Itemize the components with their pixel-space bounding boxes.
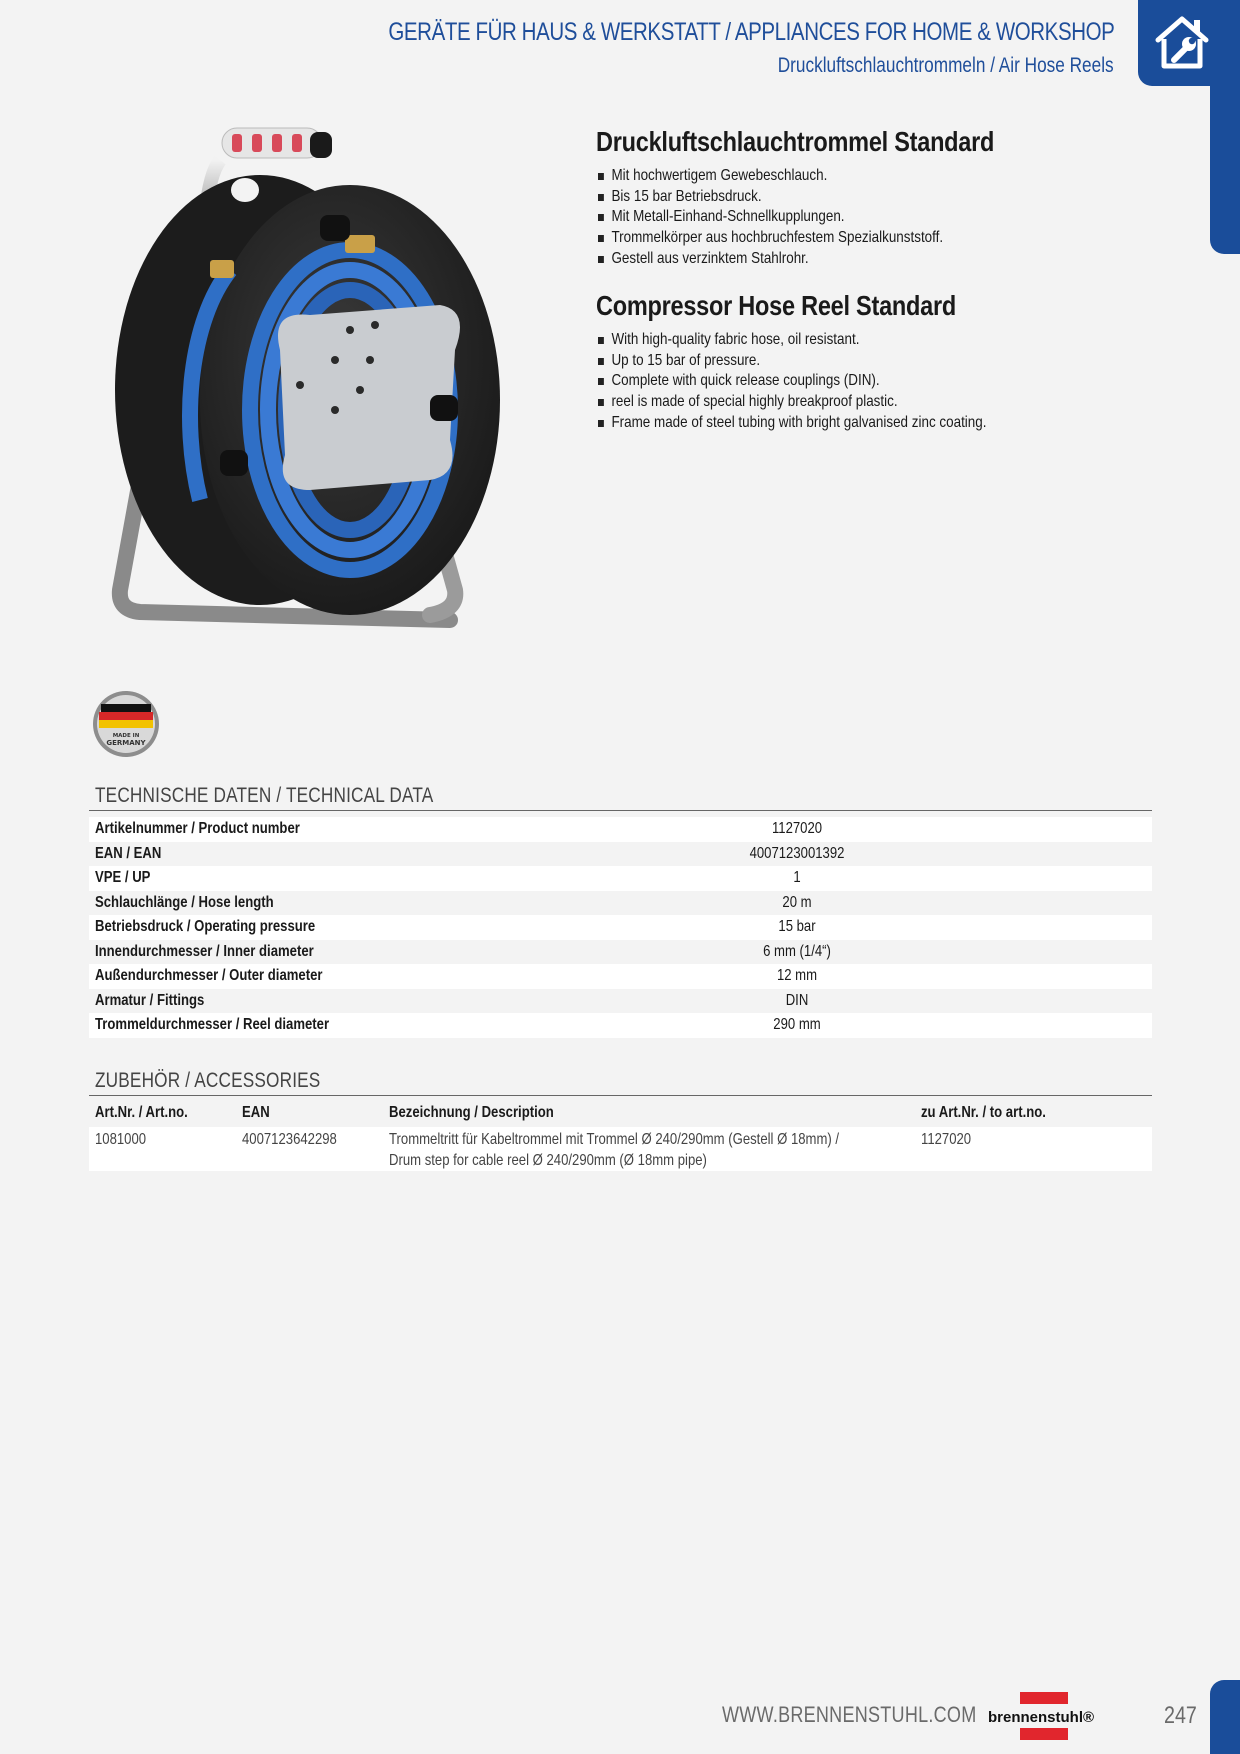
product-title-en: Compressor Hose Reel Standard [596,290,956,321]
table-row [89,842,1152,867]
section-heading-text: ZUBEHÖR / ACCESSORIES [95,1069,321,1092]
brand-name: brennenstuhl® [988,1709,1094,1726]
row-value: 6 mm (1/4“) [763,942,831,960]
feature-list-en [598,330,1060,434]
table-row [89,964,1152,989]
bottom-tab [1210,1680,1240,1754]
row-label: Artikelnummer / Product number [95,820,300,837]
website-url[interactable]: WWW.BRENNENSTUHL.COM [722,1702,977,1727]
table-row [89,915,1152,940]
column-header: Art.Nr. / Art.no. [95,1104,188,1121]
column-header: EAN [242,1104,270,1121]
row-value: 12 mm [776,967,818,984]
row-label: Trommeldurchmesser / Reel diameter [95,1016,330,1033]
page-number: 247 [1164,1702,1197,1729]
section-heading-text: TECHNISCHE DATEN / TECHNICAL DATA [95,784,434,807]
made-in-germany-badge [92,690,160,758]
feature-list-de [598,166,1009,270]
accessory-art-no: 1081000 [95,1131,147,1148]
list-item: Trommelkörper aus hochbruchfestem Spezialkunststoff. [598,228,943,249]
column-header: Bezeichnung / Description [389,1104,554,1121]
list-item: Gestell aus verzinktem Stahlrohr. [598,249,943,270]
row-value: 1127020 [771,820,823,837]
row-label: Innendurchmesser / Inner diameter [95,942,314,960]
row-value: 20 m [782,893,812,911]
table-row [89,817,1152,842]
list-item: Mit Metall-Einhand-Schnellkupplungen. [598,207,943,228]
subcategory-title: Druckluftschlauchtrommeln / Air Hose Reels [778,54,1114,77]
row-label: Schlauchlänge / Hose length [95,893,274,911]
accessory-description [389,1129,839,1171]
air-hose-reel-image [110,120,530,670]
description-de: Trommeltritt für Kabeltrommel mit Trommel Ø 240/290mm (Gestell Ø 18mm) / [389,1131,840,1148]
row-label: VPE / UP [95,869,151,886]
side-tab [1210,86,1240,254]
product-title-de: Druckluftschlauchtrommel Standard [596,126,995,157]
section-tab [1138,0,1240,86]
list-item: reel is made of special highly breakproof plastic. [598,392,986,413]
tech-data-heading [89,780,1152,811]
tech-data-table [89,817,1152,1038]
row-value: 4007123001392 [749,844,845,862]
list-item: Frame made of steel tubing with bright galvanised zinc coating. [598,413,986,434]
accessories-heading [89,1065,1152,1096]
table-row [89,891,1152,916]
row-value: 1 [793,869,801,886]
badge-text-top: MADE IN [112,733,140,739]
row-value: 15 bar [778,918,816,935]
badge-text-bottom: GERMANY [106,739,146,747]
row-value: DIN [785,991,809,1009]
list-item: Complete with quick release couplings (DIN). [598,371,986,392]
table-row [89,940,1152,965]
row-label: EAN / EAN [95,844,162,862]
table-header-row [89,1101,1152,1127]
house-wrench-icon [1154,14,1210,72]
table-row [89,1127,1152,1171]
row-label: Außendurchmesser / Outer diameter [95,967,323,984]
column-header: zu Art.Nr. / to art.no. [921,1104,1046,1121]
table-row [89,989,1152,1014]
accessory-ean: 4007123642298 [242,1131,337,1148]
list-item: With high-quality fabric hose, oil resistant. [598,330,986,351]
table-row [89,866,1152,891]
accessory-to-art-no: 1127020 [921,1131,972,1148]
row-value: 290 mm [773,1016,821,1033]
list-item: Up to 15 bar of pressure. [598,351,986,372]
category-title: GERÄTE FÜR HAUS & WERKSTATT / APPLIANCES FOR HOME & WORKSHOP [387,18,1114,46]
description-en: Drum step for cable reel Ø 240/290mm (Ø 18mm pipe) [389,1152,707,1169]
brennenstuhl-logo [986,1692,1094,1740]
table-row [89,1013,1152,1038]
list-item: Bis 15 bar Betriebsdruck. [598,187,943,208]
accessories-table [89,1101,1152,1171]
row-label: Betriebsdruck / Operating pressure [95,918,316,935]
list-item: Mit hochwertigem Gewebeschlauch. [598,166,943,187]
row-label: Armatur / Fittings [95,991,205,1009]
